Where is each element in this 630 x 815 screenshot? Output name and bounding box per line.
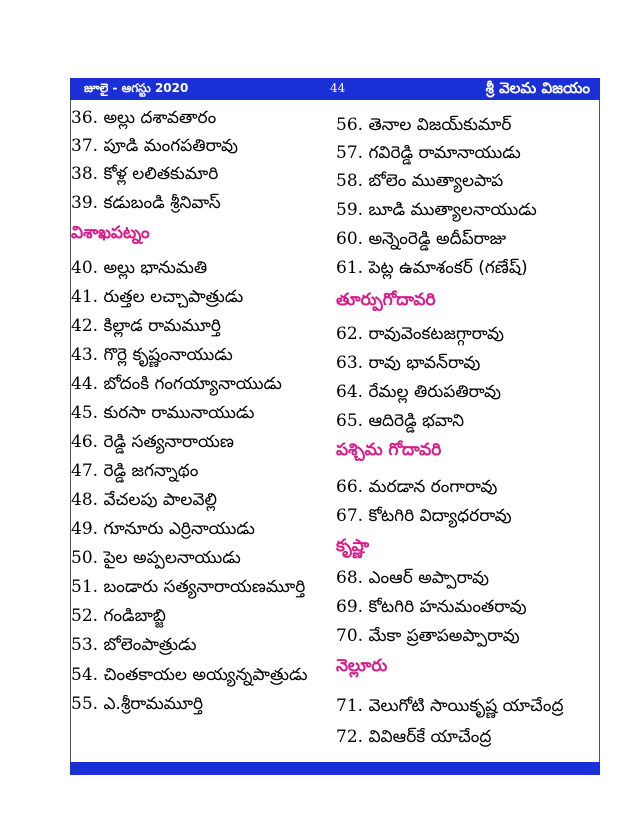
entry-name: పూడి మంగపతిరావు <box>103 136 238 156</box>
entry-name: ఎ.శ్రీరామమూర్తి <box>103 694 204 714</box>
entry-name: గండిబాబ్జి <box>103 606 166 626</box>
page-number: 44 <box>330 81 346 95</box>
list-item <box>71 665 308 685</box>
entry-name: రావు భావన్‌రావు <box>368 353 481 373</box>
list-item <box>336 382 501 402</box>
entry-name: బోలెంపాత్రుడు <box>103 635 197 655</box>
entry-number: 56. <box>336 115 364 135</box>
entry-name: వేచలపు పాలవెల్లి <box>103 490 218 510</box>
magazine-page <box>70 78 600 775</box>
entry-name: మేకా ప్రతాపఅప్పారావు <box>368 626 520 646</box>
list-item <box>336 353 480 373</box>
entry-number: 38. <box>71 164 99 184</box>
entry-name: రేమల్ల తిరుపతిరావు <box>368 382 501 402</box>
list-item <box>71 635 197 655</box>
entry-number: 49. <box>71 519 99 539</box>
page-header <box>70 78 600 100</box>
list-item <box>336 626 520 646</box>
entry-number: 68. <box>336 568 364 588</box>
list-item <box>336 477 497 497</box>
list-item <box>336 258 528 278</box>
entry-name: ఆదిరెడ్డి భవాని <box>368 411 465 431</box>
entry-name: కడుబండి శ్రీనివాస్ <box>103 193 221 213</box>
entry-number: 59. <box>336 200 364 220</box>
list-item <box>71 108 216 128</box>
entry-number: 63. <box>336 353 364 373</box>
list-item <box>71 403 254 423</box>
list-item <box>71 694 203 714</box>
district-heading: పశ్చిమ గోదావరి <box>336 440 442 460</box>
entry-number: 71. <box>336 696 364 716</box>
entry-name: రెడ్డి జగన్నాథం <box>103 461 199 481</box>
district-heading: నెల్లూరు <box>336 656 388 676</box>
entry-name: కోటగిరి హనుమంతరావు <box>368 597 527 617</box>
entry-name: ఎంఆర్ అప్పారావు <box>368 568 489 588</box>
entry-name: కురసా రామునాయుడు <box>103 403 255 423</box>
list-item <box>71 461 198 481</box>
entry-number: 40. <box>71 258 99 278</box>
entry-number: 50. <box>71 548 99 568</box>
entry-number: 54. <box>71 665 99 685</box>
list-item <box>336 229 506 249</box>
entry-name: పెట్ల ఉమాశంకర్ (గణేష్) <box>368 258 528 278</box>
entry-number: 60. <box>336 229 364 249</box>
entry-name: అల్లు దశావతారం <box>103 108 217 128</box>
entry-name: అల్లు భానుమతి <box>103 258 208 278</box>
list-item <box>336 696 563 716</box>
list-item <box>71 374 282 394</box>
entry-number: 37. <box>71 136 99 156</box>
entry-number: 44. <box>71 374 99 394</box>
district-heading: విశాఖపట్నం <box>71 223 150 243</box>
list-item <box>71 164 218 184</box>
entry-name: చింతకాయల అయ్యన్నపాత్రుడు <box>103 665 308 685</box>
entry-number: 41. <box>71 287 99 307</box>
list-item <box>336 171 503 191</box>
entry-name: అన్నెంరెడ్డి అదీప్‌రాజు <box>368 229 507 249</box>
entry-number: 67. <box>336 506 364 526</box>
entry-name: గూనూరు ఎర్రినాయుడు <box>103 519 255 539</box>
list-item <box>336 115 511 135</box>
list-item <box>71 432 234 452</box>
list-item <box>71 490 217 510</box>
entry-name: బూడి ముత్యాలనాయుడు <box>368 200 537 220</box>
entry-name: వెలుగోటి సాయికృష్ణ యాచేంద్ర <box>368 696 564 716</box>
entry-number: 42. <box>71 316 99 336</box>
entry-number: 72. <box>336 727 364 747</box>
district-heading: తూర్పుగోదావరి <box>336 290 436 310</box>
issue-date: జూలై - ఆగస్టు 2020 <box>84 81 189 95</box>
entry-number: 55. <box>71 694 99 714</box>
entry-number: 66. <box>336 477 364 497</box>
list-item <box>336 143 521 163</box>
list-item <box>336 324 504 344</box>
entry-name: గవిరెడ్డి రామానాయుడు <box>368 143 521 163</box>
magazine-title: శ్రీ వెలమ విజయం <box>485 79 590 97</box>
district-heading: కృష్ణా <box>336 536 370 556</box>
entry-name: తెనాల విజయ్‌కుమార్ <box>368 115 512 135</box>
list-item <box>71 606 166 626</box>
entry-name: మరడాన రంగారావు <box>368 477 498 497</box>
entry-number: 53. <box>71 635 99 655</box>
list-item <box>336 727 491 747</box>
entry-number: 52. <box>71 606 99 626</box>
list-item <box>71 193 221 213</box>
entry-number: 62. <box>336 324 364 344</box>
list-item <box>71 316 221 336</box>
entry-name: రెడ్డి సత్యనారాయణ <box>103 432 234 452</box>
content-frame <box>70 100 600 765</box>
list-item <box>71 519 255 539</box>
entry-name: బండారు సత్యనారాయణమూర్తి <box>103 577 306 597</box>
list-item <box>336 506 512 526</box>
entry-name: కోటగిరి విద్యాధరరావు <box>368 506 512 526</box>
entry-number: 45. <box>71 403 99 423</box>
entry-name: రావువెంకటజగ్గారావు <box>368 324 504 344</box>
list-item <box>71 548 241 568</box>
entry-name: రుత్తల లచ్చాపాత్రుడు <box>103 287 244 307</box>
entry-number: 36. <box>71 108 99 128</box>
list-item <box>71 136 238 156</box>
page-footer-bar <box>70 762 600 775</box>
entry-number: 61. <box>336 258 364 278</box>
list-item <box>336 568 489 588</box>
entry-number: 51. <box>71 577 99 597</box>
entry-number: 57. <box>336 143 364 163</box>
list-item <box>71 287 243 307</box>
entry-number: 46. <box>71 432 99 452</box>
entry-number: 69. <box>336 597 364 617</box>
list-item <box>336 200 537 220</box>
list-item <box>71 577 305 597</box>
list-item <box>71 345 233 365</box>
list-item <box>336 411 464 431</box>
list-item <box>336 597 527 617</box>
entry-name: కిల్లాడ రామమూర్తి <box>103 316 221 336</box>
entry-number: 47. <box>71 461 99 481</box>
entry-name: బోదంకి గంగయ్యానాయుడు <box>103 374 282 394</box>
entry-number: 70. <box>336 626 364 646</box>
entry-number: 48. <box>71 490 99 510</box>
entry-name: బోలెం ముత్యాలపాప <box>368 171 504 191</box>
entry-number: 64. <box>336 382 364 402</box>
entry-number: 43. <box>71 345 99 365</box>
list-item <box>71 258 207 278</box>
entry-number: 58. <box>336 171 364 191</box>
entry-name: గొర్లె కృష్ణంనాయుడు <box>103 345 233 365</box>
entry-name: కోళ్ల లలితకుమారి <box>103 164 219 184</box>
entry-number: 39. <box>71 193 99 213</box>
entry-number: 65. <box>336 411 364 431</box>
entry-name: వివిఆర్‌కే యాచేంద్ర <box>368 727 492 747</box>
entry-name: పైల అప్పలనాయుడు <box>103 548 241 568</box>
